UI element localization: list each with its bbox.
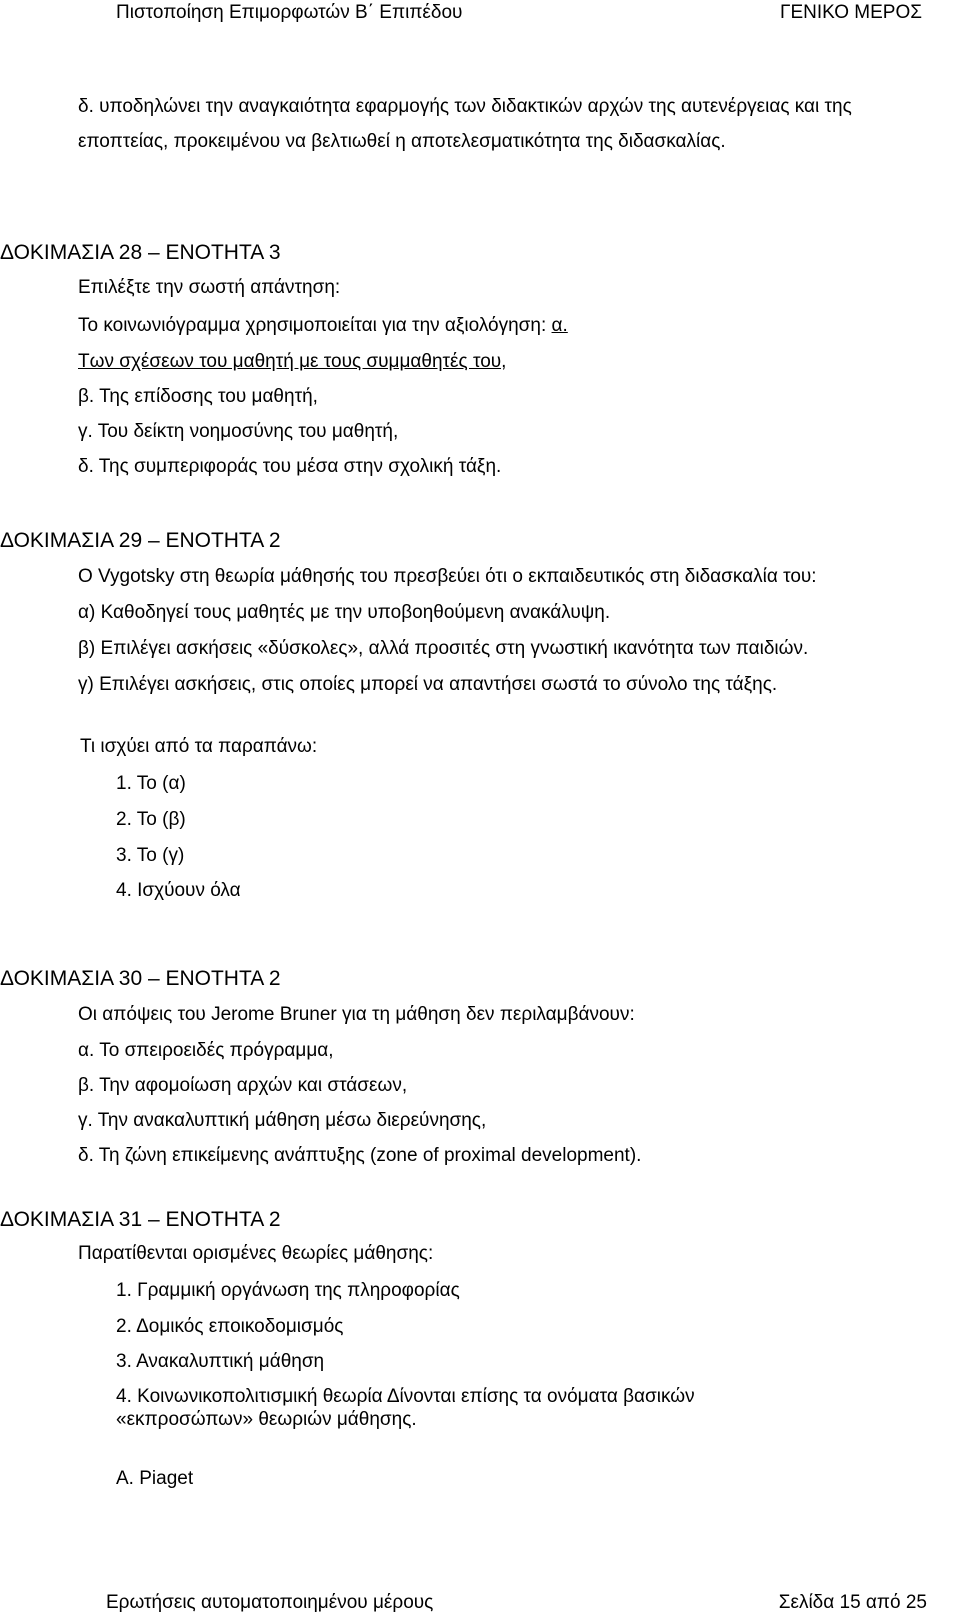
q30-stem: Οι απόψεις του Jerome Bruner για τη μάθηση δεν περιλαμβάνουν: [78,1004,635,1025]
header-title: Πιστοποίηση Επιμορφωτών Β΄ Επιπέδου [116,2,463,23]
q31-item-2: 2. Δομικός εποικοδομισμός [116,1316,344,1337]
q31-item-4-continuation: «εκπροσώπων» θεωριών μάθησης. [116,1409,417,1430]
q28-option-b: β. Της επίδοσης του μαθητή, [78,386,318,407]
q28-stem-tail: α. [551,315,568,336]
q30-option-d: δ. Τη ζώνη επικείμενης ανάπτυξης (zone of proximal development). [78,1145,642,1166]
q30-option-a: α. Το σπειροειδές πρόγραμμα, [78,1040,334,1061]
q28-stem-text: Το κοινωνιόγραμμα χρησιμοποιείται για την αξιολόγηση: [78,315,552,336]
q31-stem: Παρατίθενται ορισμένες θεωρίες μάθησης: [78,1243,434,1264]
q31-name-a: Α. Piaget [116,1468,194,1489]
q29-option-3: 3. Το (γ) [116,845,185,866]
q28-heading: ΔΟΚΙΜΑΣΙΑ 28 – ΕΝΟΤΗΤΑ 3 [0,241,281,264]
q29-option-2: 2. Το (β) [116,809,186,830]
q31-heading: ΔΟΚΙΜΑΣΙΑ 31 – ΕΝΟΤΗΤΑ 2 [0,1208,281,1231]
header-section: ΓΕΝΙΚΟ ΜΕΡΟΣ [780,2,922,23]
footer-title: Ερωτήσεις αυτοματοποιημένου μέρους [106,1592,434,1613]
q30-option-b: β. Την αφομοίωση αρχών και στάσεων, [78,1075,408,1096]
page-number: Σελίδα 15 από 25 [778,1592,927,1613]
q31-item-4: 4. Κοινωνικοπολιτισμική θεωρία Δίνονται επίσης τα ονόματα βασικών [116,1386,695,1407]
q29-statement-a: α) Καθοδηγεί τους μαθητές με την υποβοηθούμενη ανακάλυψη. [78,602,611,623]
q29-statement-c: γ) Επιλέγει ασκήσεις, στις οποίες μπορεί να απαντήσει σωστά το σύνολο της τάξης. [78,674,778,695]
q31-item-3: 3. Ανακαλυπτική μάθηση [116,1351,325,1372]
q29-heading: ΔΟΚΙΜΑΣΙΑ 29 – ΕΝΟΤΗΤΑ 2 [0,529,281,552]
q28-option-a: Των σχέσεων του μαθητή με τους συμμαθητές του, [78,351,507,372]
q31-item-1: 1. Γραμμική οργάνωση της πληροφορίας [116,1280,460,1301]
q28-stem [78,315,568,337]
q29-stem: Ο Vygotsky στη θεωρία μάθησής του πρεσβεύει ότι ο εκπαιδευτικός στη διδασκαλία του: [78,566,817,587]
q28-option-d: δ. Της συμπεριφοράς του μέσα στην σχολική τάξη. [78,456,502,477]
q30-heading: ΔΟΚΙΜΑΣΙΑ 30 – ΕΝΟΤΗΤΑ 2 [0,967,281,990]
q29-statement-b: β) Επιλέγει ασκήσεις «δύσκολες», αλλά προσιτές στη γνωστική ικανότητα των παιδιών. [78,638,809,659]
continuation-line-1: δ. υποδηλώνει την αναγκαιότητα εφαρμογής των διδακτικών αρχών της αυτενέργειας και της [78,96,852,117]
q29-question: Τι ισχύει από τα παραπάνω: [80,736,318,757]
q28-option-c: γ. Του δείκτη νοημοσύνης του μαθητή, [78,421,399,442]
q28-instruction: Επιλέξτε την σωστή απάντηση: [78,277,341,298]
q29-option-1: 1. Το (α) [116,773,186,794]
q29-option-4: 4. Ισχύουν όλα [116,880,241,901]
continuation-line-2: εποπτείας, προκειμένου να βελτιωθεί η αποτελεσματικότητα της διδασκαλίας. [78,131,726,152]
q30-option-c: γ. Την ανακαλυπτική μάθηση μέσω διερεύνησης, [78,1110,487,1131]
